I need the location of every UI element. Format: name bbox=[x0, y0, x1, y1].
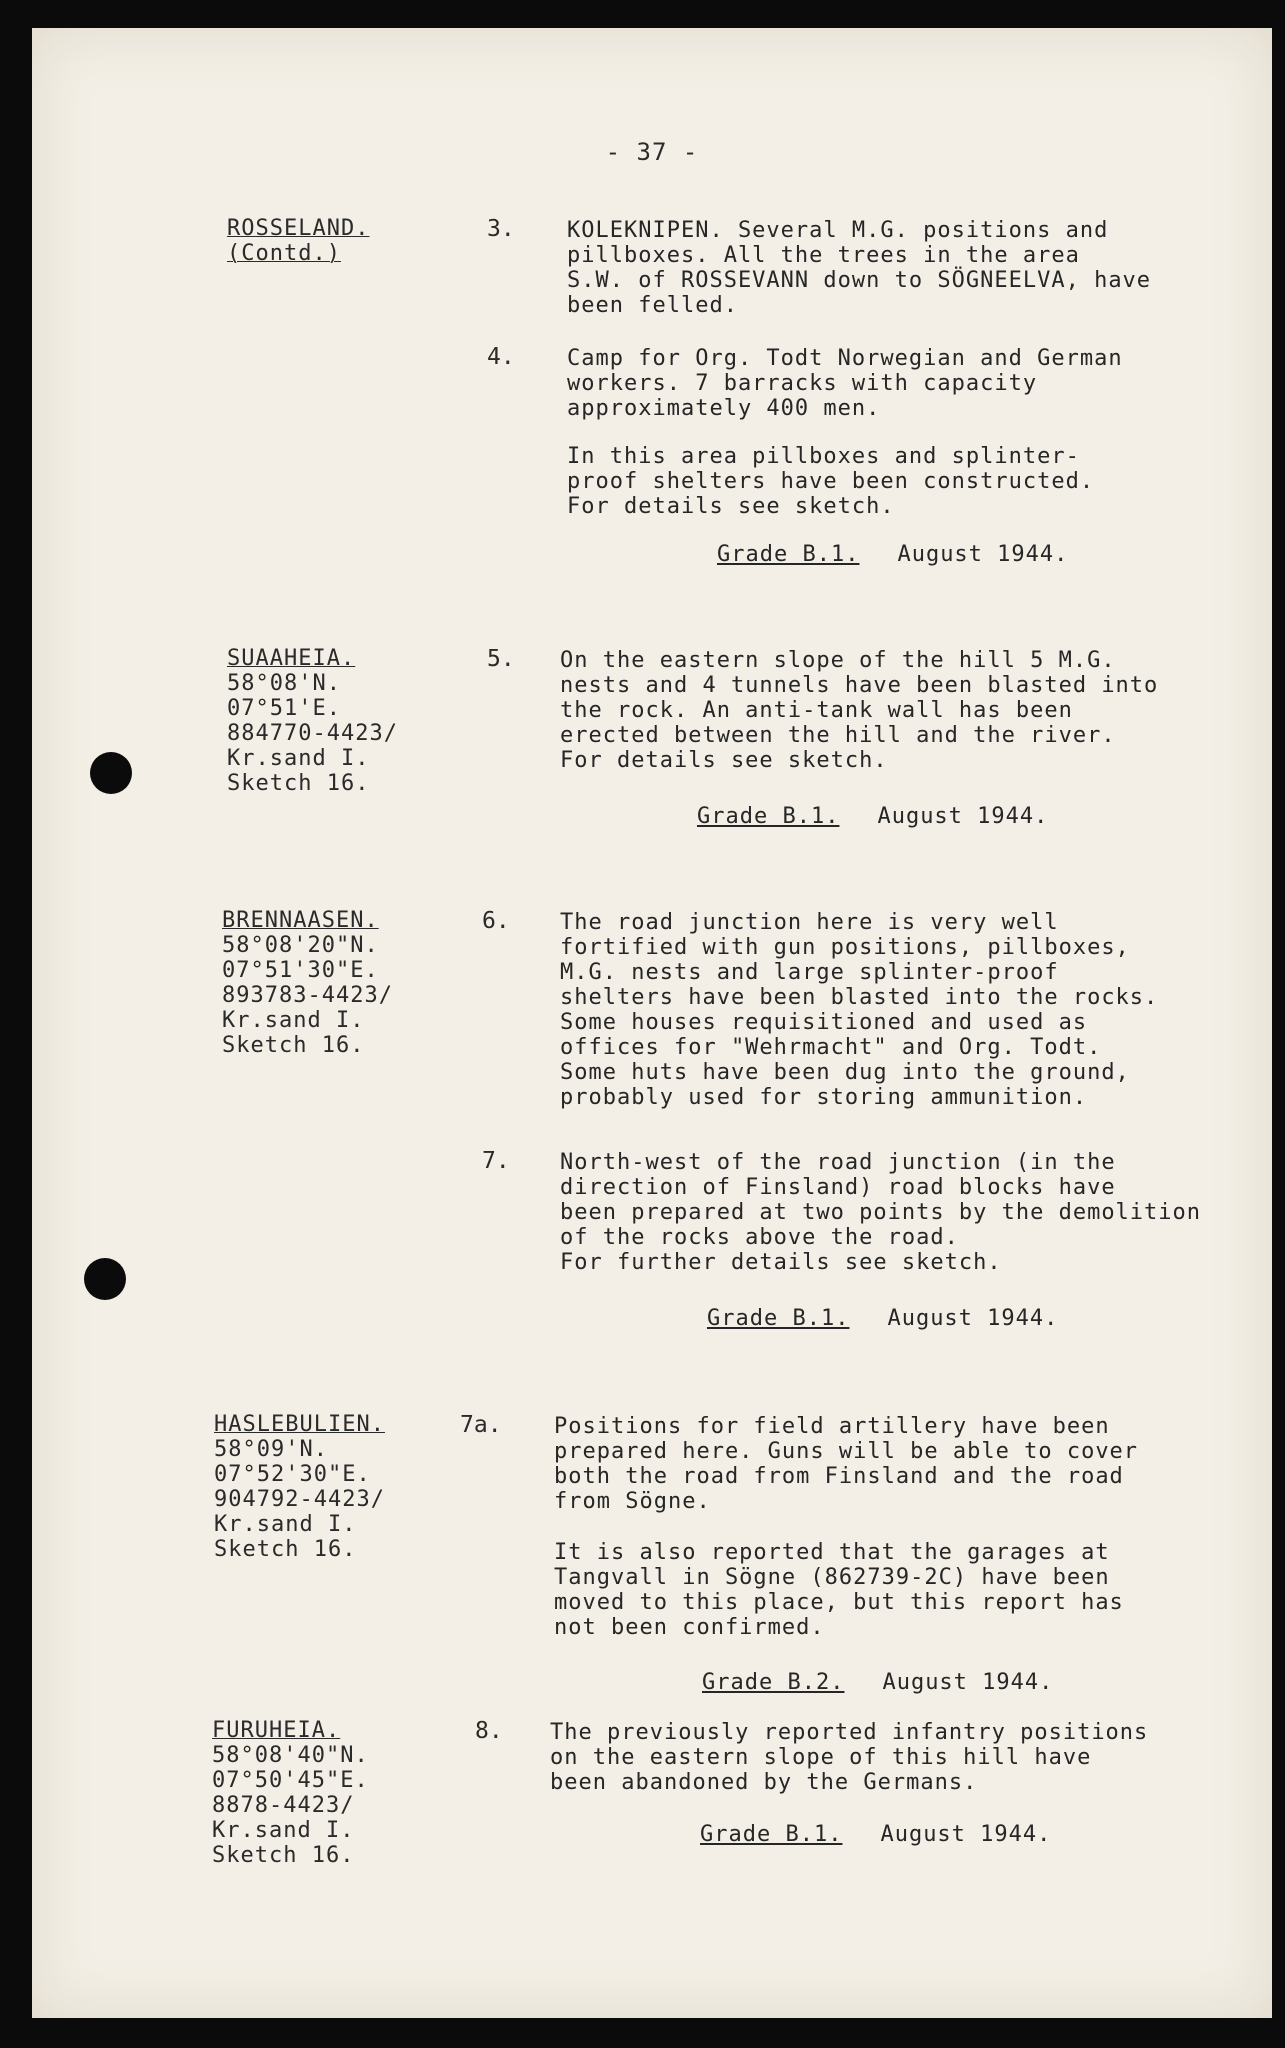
item-number: 7a. bbox=[460, 1412, 502, 1438]
punch-hole bbox=[84, 1258, 126, 1300]
item-number: 4. bbox=[487, 344, 515, 370]
place-heading-suaaheia: SUAAHEIA. 58°08'N. 07°51'E. 884770-4423/ Kr.sand I. Sketch 16. bbox=[227, 646, 398, 796]
item-text: On the eastern slope of the hill 5 M.G. nests and 4 tunnels have been blasted into the rock. An anti-tank wall has been erected between the hill and the river. For details see sketch. bbox=[560, 648, 1159, 773]
item-text: The previously reported infantry positions on the eastern slope of this hill have been abandoned by the Germans. bbox=[550, 1720, 1149, 1795]
place-heading-brennaasen: BRENNAASEN. 58°08'20"N. 07°51'30"E. 893783-4423/ Kr.sand I. Sketch 16. bbox=[222, 908, 393, 1058]
place-heading-furuheia: FURUHEIA. 58°08'40"N. 07°50'45"E. 8878-4423/ Kr.sand I. Sketch 16. bbox=[212, 1718, 369, 1868]
item-text-extra: It is also reported that the garages at Tangvall in Sögne (862739-2C) have been moved to this place, but this report has not been confirmed. bbox=[554, 1540, 1124, 1640]
grade-line: Grade B.2. August 1944. bbox=[702, 1670, 1054, 1695]
item-number: 3. bbox=[487, 216, 515, 242]
punch-hole bbox=[90, 752, 132, 794]
item-number: 7. bbox=[482, 1148, 510, 1174]
item-text: KOLEKNIPEN. Several M.G. positions and pillboxes. All the trees in the area S.W. of ROSSEVANN down to SÖGNEELVA, have been felled. bbox=[567, 218, 1152, 318]
item-text-extra: In this area pillboxes and splinter- proof shelters have been constructed. For details see sketch. bbox=[567, 444, 1095, 519]
grade-line: Grade B.1. August 1944. bbox=[717, 542, 1069, 567]
item-number: 8. bbox=[475, 1718, 503, 1744]
page-number: - 37 - bbox=[605, 138, 699, 166]
grade-line: Grade B.1. August 1944. bbox=[707, 1306, 1059, 1331]
document-page bbox=[32, 28, 1272, 2018]
item-number: 6. bbox=[482, 908, 510, 934]
item-text: The road junction here is very well fortified with gun positions, pillboxes, M.G. nests and large splinter-proof shelters have been blasted into the rocks. Some houses requisitioned and used as offices for "Wehrmacht" and Org. Todt. Some huts have been dug into the ground, probably used for storing ammunition. bbox=[560, 910, 1159, 1110]
item-text: Positions for field artillery have been prepared here. Guns will be able to cover both the road from Finsland and the road from Sögne. bbox=[554, 1414, 1139, 1514]
grade-line: Grade B.1. August 1944. bbox=[700, 1822, 1052, 1847]
item-text: North-west of the road junction (in the direction of Finsland) road blocks have been prepared at two points by the demolition of the rocks above the road. For further details see sketch. bbox=[560, 1150, 1202, 1275]
item-text: Camp for Org. Todt Norwegian and German workers. 7 barracks with capacity approximately 400 men. bbox=[567, 346, 1123, 421]
grade-line: Grade B.1. August 1944. bbox=[697, 804, 1049, 829]
place-heading-haslebulien: HASLEBULIEN. 58°09'N. 07°52'30"E. 904792-4423/ Kr.sand I. Sketch 16. bbox=[214, 1412, 385, 1562]
place-heading-rosseland: ROSSELAND. (Contd.) bbox=[227, 216, 370, 266]
item-number: 5. bbox=[487, 646, 515, 672]
